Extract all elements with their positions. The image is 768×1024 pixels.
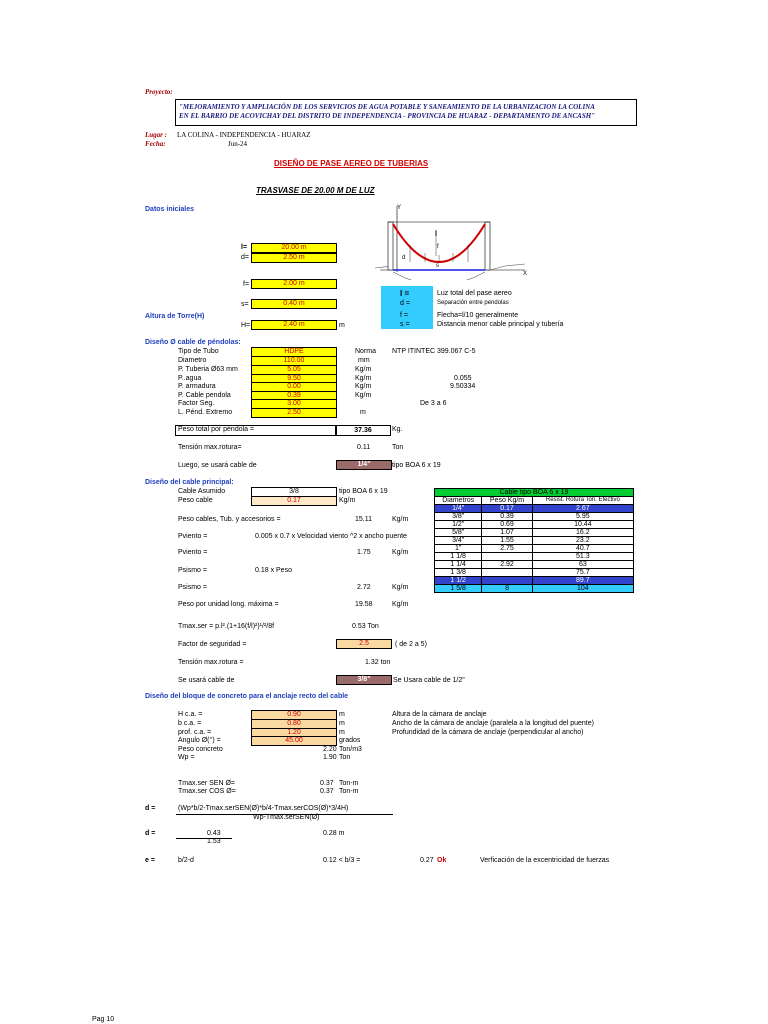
cable-table-row	[435, 521, 634, 529]
d1-denominator: Wp-Tmax.serSEN(Ø)	[253, 814, 320, 821]
pendola-row-unit: Kg/m	[355, 392, 372, 399]
cable-table-cell: 40.7	[532, 545, 633, 553]
se-usara-label: Se usará cable de	[178, 677, 235, 684]
tension-value: 0.11	[357, 444, 371, 451]
cable-table-cell: 1/4"	[435, 505, 482, 513]
d-value: 2.50 m	[251, 253, 337, 263]
peso-total-unit: Kg.	[392, 426, 403, 433]
bloque-row-unit: m	[339, 720, 345, 727]
legend-description: Distancia menor cable principal y tubería	[437, 321, 564, 328]
peso-cable-label: Peso cable	[178, 497, 213, 504]
pendola-row-unit: m	[360, 409, 366, 416]
cable-asumido-value: 3/8	[251, 487, 337, 497]
tsen-label: Tmax.ser SEN Ø=	[178, 780, 235, 787]
l-label: l=	[241, 244, 248, 251]
pendola-row-extra: 0.055	[454, 375, 472, 382]
tmax-value: 0.53 Ton	[352, 623, 379, 630]
main-title: DISEÑO DE PASE AEREO DE TUBERIAS	[274, 159, 429, 168]
psismo2-label: Psismo =	[178, 584, 207, 591]
pendola-row-value: 3.00	[251, 399, 337, 409]
factor-label: Factor de seguridad =	[178, 641, 247, 648]
se-usara-value: 3/8"	[336, 675, 392, 685]
cable-table-cell: 1 5/8	[435, 585, 482, 593]
cable-table-cell: 23.2	[532, 537, 633, 545]
cable-table-cell: 104	[532, 585, 633, 593]
peso-cable-unit: Kg/m	[339, 497, 356, 504]
e-value: 0.12 < b/3 =	[323, 857, 361, 864]
cable-table-row	[435, 553, 634, 561]
cable-table-cell: 1.55	[482, 537, 532, 545]
psismo2-value: 2.72	[357, 584, 371, 591]
tension-principal-value: 1.32 ton	[365, 659, 391, 666]
datos-heading: Datos iniciales	[145, 206, 195, 213]
cable-table-cell: 75.7	[532, 569, 633, 577]
diagram-d: d	[402, 255, 406, 261]
project-title-line1: "MEJORAMIENTO Y AMPLIACIÓN DE LOS SERVICIOS DE AGUA POTABLE Y SANEAMIENTO DE LA URBANIZACION LA COLINA	[179, 103, 595, 111]
cable-table-title: Cable tipo BOA 6 x 19	[435, 489, 634, 497]
h-label: H=	[241, 322, 251, 329]
legend-symbol: d =	[400, 300, 410, 307]
bloque-row-value: 0.90	[251, 710, 337, 720]
cable-table-row	[435, 561, 634, 569]
diagram-s: s	[436, 263, 439, 269]
cable-table-header: Peso Kg/m	[482, 497, 532, 505]
pendola-row-label: Diametro	[178, 357, 207, 364]
legend-description: Flecha=l/10 generalmente	[437, 312, 519, 319]
pendola-row-label: Factor Seg.	[178, 400, 215, 407]
luego-label: Luego, se usará cable de	[178, 462, 257, 469]
peso-concreto-unit: Ton/m3	[339, 746, 362, 753]
cable-table-cell: 8	[482, 585, 532, 593]
torre-heading: Altura de Torre(H)	[145, 313, 205, 320]
tsen-value: 0.37	[320, 780, 334, 787]
s-label: s=	[241, 301, 249, 308]
legend-symbol: l =	[400, 289, 410, 298]
e-note: Verficación de la excentricidad de fuerzas	[480, 857, 610, 864]
pendola-row-unit: Kg/m	[355, 375, 372, 382]
cable-table-cell: 5.95	[532, 513, 633, 521]
fecha-label: Fecha:	[145, 140, 166, 148]
d2-denominator: 1.53	[207, 838, 221, 845]
cable-table-row	[435, 545, 634, 553]
bloque-row-unit: grados	[339, 737, 361, 744]
diagram-y: Y	[397, 205, 402, 211]
pendola-row-extra: NTP ITINTEC 399.067 C-5	[392, 348, 476, 355]
wp-value: 1.90	[323, 754, 337, 761]
luego-unit: tipo BOA 6 x 19	[392, 462, 441, 469]
cable-table-cell: 10.44	[532, 521, 633, 529]
legend-symbol: f =	[400, 312, 408, 319]
bloque-row-label: prof. c.a. =	[178, 729, 212, 736]
suspension-diagram	[370, 200, 540, 280]
pendola-row-label: Tipo de Tubo	[178, 348, 219, 355]
legend-symbol: s =	[400, 321, 410, 328]
pendola-row-value: 2.50	[251, 408, 337, 418]
cable-table-cell: 0.39	[482, 513, 532, 521]
e-ok: Ok	[437, 857, 447, 864]
cable-table-row	[435, 529, 634, 537]
tension-label: Tensión max.rotura=	[178, 444, 242, 451]
tcos-unit: Ton-m	[339, 788, 359, 795]
pviento2-value: 1.75	[357, 549, 371, 556]
cable-table-cell: 1 1/2	[435, 577, 482, 585]
d2-label: d =	[145, 830, 156, 837]
bloque-row-label: b c.a. =	[178, 720, 202, 727]
bloque-row-value: 45.00	[251, 736, 337, 746]
cable-table-cell: 89.7	[532, 577, 633, 585]
project-title-box	[175, 99, 637, 126]
cable-table-header: Resist. Rotura Ton. Efectivo	[532, 497, 633, 505]
cable-table-cell: 16.2	[532, 529, 633, 537]
project-title-line2: EN EL BARRIO DE ACOVICHAY DEL DISTRITO DE INDEPENDENCIA - PROVINCIA DE HUARAZ - DEPARTAMENTO DE ANCASH"	[179, 112, 596, 120]
page-number: Pag 10	[92, 1016, 115, 1023]
pendola-row-label: P. Tuberia Ø63 mm	[178, 366, 238, 373]
cable-table-cell: 3/8"	[435, 513, 482, 521]
pviento2-unit: Kg/m	[392, 549, 409, 556]
cable-table-cell	[482, 569, 532, 577]
cable-table-cell: 1/2"	[435, 521, 482, 529]
d2-value: 0.28 m	[323, 830, 345, 837]
bloque-row-value: 1.20	[251, 728, 337, 738]
fecha-value: Jun-24	[228, 140, 248, 148]
cable-table-cell: 2.92	[482, 561, 532, 569]
pendola-row-label: P..agua	[178, 375, 202, 382]
peso-cable-value: 0.17	[251, 496, 337, 506]
pendola-row-label: P. Cable pendola	[178, 392, 231, 399]
d-label: d=	[241, 254, 249, 261]
lugar-value: LA COLINA - INDEPENDENCIA - HUARAZ	[177, 131, 311, 139]
psismo2-unit: Kg/m	[392, 584, 409, 591]
bloque-row-desc: Ancho de la cámara de anclaje (paralela a la longitud del puente)	[392, 720, 594, 727]
pendola-row-extra: 9.50334	[450, 383, 476, 390]
cable-table-row	[435, 505, 634, 513]
cable-table-cell: 0.69	[482, 521, 532, 529]
legend-description: Separación entre pendolas	[437, 300, 509, 306]
legend-description: Luz total del pase aereo	[437, 290, 512, 297]
diagram-x: X	[523, 271, 528, 277]
factor-note: ( de 2 a 5)	[395, 641, 427, 648]
psismo1-label: Psismo =	[178, 567, 207, 574]
diagram-l: l	[435, 231, 437, 238]
cable-table-cell: 5/8"	[435, 529, 482, 537]
proyecto-label: Proyecto:	[145, 88, 173, 96]
pviento2-label: Pviento =	[178, 549, 208, 556]
cable-table-row	[435, 577, 634, 585]
cable-asumido-unit: tipo BOA 6 x 19	[339, 488, 388, 495]
bloque-row-unit: m	[339, 729, 345, 736]
peso-unidad-value: 19.58	[355, 601, 373, 608]
bloque-row-label: H c.a. =	[178, 711, 203, 718]
pendolas-heading: Diseño Ø cable de péndolas:	[145, 339, 241, 346]
h-value: 2.40 m	[251, 320, 337, 330]
bloque-row-unit: m	[339, 711, 345, 718]
e-formula: b/2-d	[178, 857, 194, 864]
cable-table-cell: 1 1/8	[435, 553, 482, 561]
d1-numerator: (Wp*b/2-Tmax.serSEN(Ø)*b/4-Tmax.serCOS(Ø)*3/4H)	[178, 805, 349, 812]
h-unit: m	[339, 322, 345, 329]
bloque-row-label: Angulo Ø(°) =	[178, 737, 221, 744]
diagram-f: f	[437, 244, 439, 250]
cable-table-row	[435, 569, 634, 577]
e-b3: 0.27	[420, 857, 434, 864]
cable-table-cell: 63	[532, 561, 633, 569]
wp-label: Wp =	[178, 754, 195, 761]
e-label: e =	[145, 857, 155, 864]
bloque-row-value: 0.80	[251, 719, 337, 729]
cable-table-row	[435, 585, 634, 593]
cable-table-cell: 1 3/8	[435, 569, 482, 577]
cable-table-cell: 51.3	[532, 553, 633, 561]
tmax-label: Tmax.ser = p.l².(1+16(f/l)²)¹/²/8f	[178, 623, 275, 630]
pendola-row-value: 9.50	[251, 374, 337, 384]
pendola-row-value: 5.05	[251, 365, 337, 375]
peso-cables-label: Peso cables, Tub. y accesorios =	[178, 516, 281, 523]
tension-principal-label: Tensión max.rotura =	[178, 659, 244, 666]
pviento1-label: Pviento =	[178, 533, 208, 540]
pendola-row-value: 0.00	[251, 382, 337, 392]
d2-fraction-line	[176, 838, 232, 839]
psismo1-formula: 0.18 x Peso	[255, 567, 292, 574]
cable-table-cell: 3/4"	[435, 537, 482, 545]
pendola-row-unit: Norma	[355, 348, 377, 355]
f-label: f=	[243, 281, 250, 288]
bloque-row-desc: Altura de la cámara de anclaje	[392, 711, 487, 718]
pendola-row-extra: De 3 a 6	[420, 400, 447, 407]
pviento1-formula: 0.005 x 0.7 x Velocidad viento ^2 x ancho puente	[255, 533, 407, 540]
pendola-row-label: L. Pénd. Extremo	[178, 409, 233, 416]
wp-unit: Ton	[339, 754, 351, 761]
bloque-row-desc: Profundidad de la cámara de anclaje (perpendicular al ancho)	[392, 729, 584, 736]
peso-cables-value: 15.11	[355, 516, 372, 523]
pendola-row-value: HDPE	[251, 347, 337, 357]
lugar-label: Lugar :	[145, 131, 167, 139]
cable-table-cell	[482, 577, 532, 585]
pendola-row-unit: Kg/m	[355, 383, 372, 390]
cable-table-row	[435, 513, 634, 521]
peso-concreto-value: 2.20	[323, 746, 337, 753]
subtitle: TRASVASE DE 20.00 M DE LUZ	[256, 186, 375, 195]
cable-table-cell: 1.07	[482, 529, 532, 537]
cable-table-row	[435, 537, 634, 545]
f-value: 2.00 m	[251, 279, 337, 289]
l-value: 20.00 m	[251, 243, 337, 253]
pendola-row-label: P. armadura	[178, 383, 216, 390]
cable-table-cell: 2.67	[532, 505, 633, 513]
cable-table-cell: 1 1/4	[435, 561, 482, 569]
bloque-heading: Diseño del bloque de concreto para el anclaje recto del cable	[145, 693, 349, 700]
cable-table-cell: 2.75	[482, 545, 532, 553]
cable-asumido-label: Cable Asumido	[178, 488, 226, 495]
principal-heading: Diseño del cable principal:	[145, 479, 234, 486]
peso-cables-unit: Kg/m	[392, 516, 409, 523]
tension-unit: Ton	[392, 444, 404, 451]
s-value: 0.40 m	[251, 299, 337, 309]
cable-table-cell: 1"	[435, 545, 482, 553]
d1-label: d =	[145, 805, 156, 812]
pendola-row-value: 0.39	[251, 391, 337, 401]
cable-table-header: Diametros	[435, 497, 482, 505]
luego-value: 1/4"	[336, 460, 392, 470]
tsen-unit: Ton-m	[339, 780, 359, 787]
tcos-value: 0.37	[320, 788, 334, 795]
cable-table-cell	[482, 553, 532, 561]
factor-value: 2.5	[336, 639, 392, 649]
cable-table-cell: 0.17	[482, 505, 532, 513]
pendola-row-unit: Kg/m	[355, 366, 372, 373]
d2-numerator: 0.43	[207, 830, 221, 837]
peso-concreto-label: Peso concreto	[178, 746, 223, 753]
pendola-row-value: 110.00	[251, 356, 337, 366]
pendola-row-unit: mm	[358, 357, 370, 364]
peso-unidad-unit: Kg/m	[392, 601, 409, 608]
tcos-label: Tmax.ser COS Ø=	[178, 788, 236, 795]
se-usara-note: Se Usara cable de 1/2"	[393, 677, 465, 684]
peso-total-label: Peso total por péndola =	[178, 426, 255, 433]
peso-unidad-label: Peso por unidad long. máxima =	[178, 601, 279, 608]
peso-total-value: 37.36	[335, 425, 391, 436]
cable-table	[434, 488, 634, 593]
